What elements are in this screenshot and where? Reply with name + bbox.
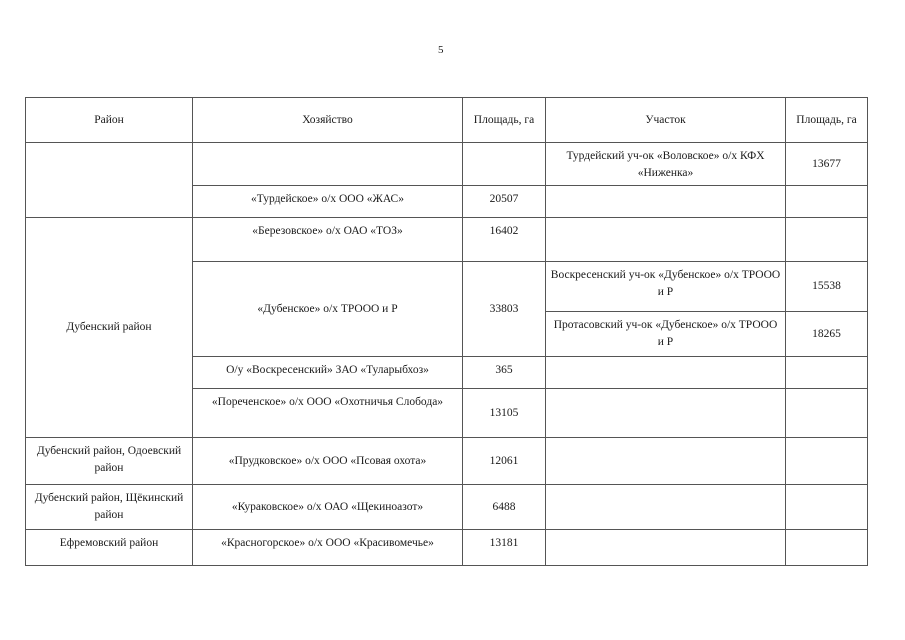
- plot-cell: [546, 357, 786, 389]
- plot-cell: [546, 438, 786, 485]
- area-cell: 13181: [463, 530, 546, 566]
- area-cell: 6488: [463, 485, 546, 530]
- plot-area-cell: [786, 485, 868, 530]
- plot-cell: [546, 389, 786, 438]
- area-cell: [463, 143, 546, 186]
- area-cell: 13105: [463, 389, 546, 438]
- plot-area-cell: 18265: [786, 312, 868, 357]
- district-cell: [26, 143, 193, 218]
- header-farm: Хозяйство: [193, 98, 463, 143]
- farm-cell: «Березовское» о/х ОАО «ТОЗ»: [193, 218, 463, 262]
- area-cell: 16402: [463, 218, 546, 262]
- farm-cell: «Красногорское» о/х ООО «Красивомечье»: [193, 530, 463, 566]
- district-cell: Дубенский район, Одоевский район: [26, 438, 193, 485]
- district-cell: Дубенский район: [26, 218, 193, 438]
- header-area: Площадь, га: [463, 98, 546, 143]
- area-cell: 20507: [463, 186, 546, 218]
- plot-area-cell: [786, 218, 868, 262]
- farm-cell: «Турдейское» о/х ООО «ЖАС»: [193, 186, 463, 218]
- farm-cell: «Прудковское» о/х ООО «Псовая охота»: [193, 438, 463, 485]
- plot-cell: Протасовский уч-ок «Дубенское» о/х ТРООО и Р: [546, 312, 786, 357]
- table-header-row: [26, 98, 868, 143]
- farm-cell: «Дубенское» о/х ТРООО и Р: [193, 262, 463, 357]
- header-plot: Участок: [546, 98, 786, 143]
- table-row: [26, 218, 868, 262]
- hunting-grounds-table: [25, 97, 868, 566]
- plot-cell: Воскресенский уч-ок «Дубенское» о/х ТРООО и Р: [546, 262, 786, 312]
- farm-cell: О/у «Воскресенский» ЗАО «Туларыбхоз»: [193, 357, 463, 389]
- plot-area-cell: [786, 357, 868, 389]
- district-cell: Дубенский район, Щёкинский район: [26, 485, 193, 530]
- table-row: [26, 530, 868, 566]
- plot-area-cell: 13677: [786, 143, 868, 186]
- plot-cell: [546, 485, 786, 530]
- header-district: Район: [26, 98, 193, 143]
- farm-cell: «Пореченское» о/х ООО «Охотничья Слобода»: [193, 389, 463, 438]
- plot-cell: [546, 530, 786, 566]
- header-plot-area: Площадь, га: [786, 98, 868, 143]
- table-row: [26, 438, 868, 485]
- area-cell: 365: [463, 357, 546, 389]
- plot-area-cell: 15538: [786, 262, 868, 312]
- plot-cell: [546, 186, 786, 218]
- farm-cell: «Кураковское» о/х ОАО «Щекиноазот»: [193, 485, 463, 530]
- area-cell: 12061: [463, 438, 546, 485]
- plot-area-cell: [786, 530, 868, 566]
- plot-area-cell: [786, 438, 868, 485]
- plot-cell: [546, 218, 786, 262]
- farm-cell: [193, 143, 463, 186]
- table-row: [26, 143, 868, 186]
- plot-cell: Турдейский уч-ок «Воловское» о/х КФХ «Ниженка»: [546, 143, 786, 186]
- district-cell: Ефремовский район: [26, 530, 193, 566]
- plot-area-cell: [786, 389, 868, 438]
- page-number: 5: [438, 44, 444, 56]
- area-cell: 33803: [463, 262, 546, 357]
- plot-area-cell: [786, 186, 868, 218]
- table-row: [26, 485, 868, 530]
